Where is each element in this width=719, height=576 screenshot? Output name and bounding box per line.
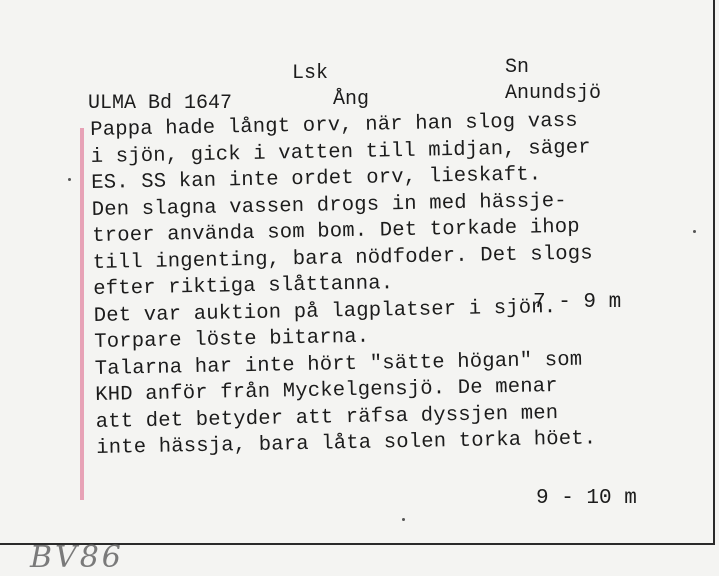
- handwritten-signature: BV86: [30, 540, 124, 575]
- range-7-9: 7 - 9 m: [533, 291, 622, 314]
- card-body-text: [90, 107, 687, 463]
- text-line: Talarna har inte hört "sätte högan" som: [94, 348, 583, 381]
- text-line: troer använda som bom. Det torkade ihop: [92, 215, 580, 248]
- range-9-10: 9 - 10 m: [536, 487, 637, 510]
- text-line: Pappa hade långt orv, när han slog vass: [90, 109, 578, 142]
- socken-label: Sn: [505, 56, 530, 79]
- text-line: Det var auktion på lagplatser i sjön.: [93, 295, 557, 328]
- text-line: i sjön, gick i vatten till midjan, säger: [90, 135, 591, 169]
- socken-value: Anundsjö: [505, 82, 602, 105]
- archive-code: ULMA Bd 1647: [88, 92, 233, 115]
- text-line: ES. SS kan inte ordet orv, lieskaft.: [91, 163, 542, 195]
- text-line: efter riktiga slåttanna.: [93, 272, 394, 301]
- speck: [68, 178, 71, 181]
- red-margin-line: [80, 128, 84, 500]
- text-line: Den slagna vassen drogs in med hässje-: [91, 189, 567, 222]
- landskap-label: Lsk: [292, 62, 329, 85]
- text-line: Torpare löste bitarna.: [94, 325, 370, 354]
- text-line: KHD anför från Myckelgensjö. De menar: [95, 375, 559, 407]
- card-right-edge: [713, 0, 715, 545]
- text-line: inte hässja, bara låta solen torka höet.: [96, 427, 597, 460]
- text-line: att det betyder att räfsa dyssjen men: [95, 401, 559, 434]
- speck: [693, 230, 696, 233]
- landskap-value: Ång: [333, 88, 370, 111]
- speck: [402, 518, 405, 521]
- text-line: till ingenting, bara nödfoder. Det slogs: [92, 241, 594, 275]
